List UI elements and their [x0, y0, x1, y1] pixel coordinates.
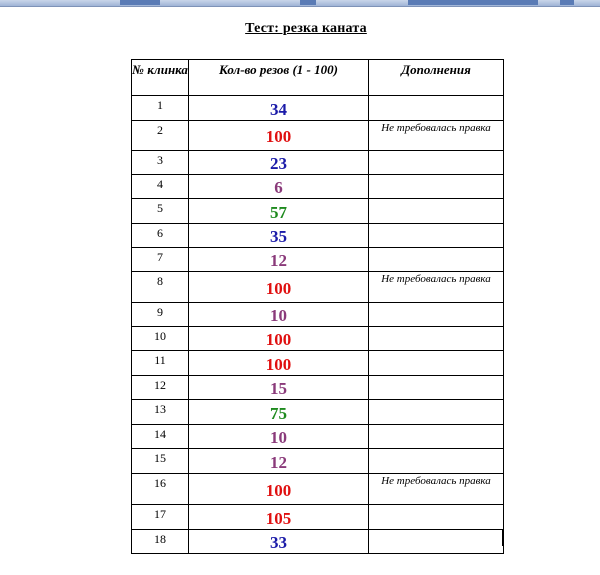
blade-number-cell: 16 — [132, 474, 189, 505]
blade-number-cell: 2 — [132, 121, 189, 151]
table-row — [132, 199, 504, 224]
toolbar-button[interactable] — [560, 0, 574, 5]
cut-count-cell: 34 — [189, 96, 369, 121]
toolbar-field[interactable] — [408, 0, 538, 5]
window-toolbar-strip — [0, 0, 600, 7]
cut-count-cell: 100 — [189, 474, 369, 505]
header-notes: Дополнения — [369, 60, 504, 96]
cut-count-cell: 75 — [189, 400, 369, 425]
blade-number-cell: 12 — [132, 376, 189, 400]
notes-cell — [369, 327, 504, 351]
table-row — [132, 248, 504, 272]
blade-number-cell: 10 — [132, 327, 189, 351]
cut-count-cell: 105 — [189, 505, 369, 530]
table-row — [132, 224, 504, 248]
table-row — [132, 121, 504, 151]
blade-number-cell: 15 — [132, 449, 189, 474]
results-table — [131, 59, 504, 554]
cut-count-cell: 35 — [189, 224, 369, 248]
table-row — [132, 272, 504, 303]
table-row — [132, 151, 504, 175]
notes-cell — [369, 151, 504, 175]
notes-cell — [369, 449, 504, 474]
blade-number-cell: 17 — [132, 505, 189, 530]
toolbar-button[interactable] — [120, 0, 160, 5]
notes-cell — [369, 351, 504, 376]
cut-count-cell: 100 — [189, 327, 369, 351]
notes-cell — [369, 400, 504, 425]
notes-cell — [369, 505, 504, 530]
notes-cell — [369, 248, 504, 272]
table-row — [132, 351, 504, 376]
cut-count-cell: 6 — [189, 175, 369, 199]
notes-cell — [369, 96, 504, 121]
notes-cell — [369, 175, 504, 199]
table-row — [132, 96, 504, 121]
table-row — [132, 505, 504, 530]
cut-count-cell: 12 — [189, 248, 369, 272]
header-cut-count: Кол-во резов (1 - 100) — [189, 60, 369, 96]
blade-number-cell: 11 — [132, 351, 189, 376]
blade-number-cell: 6 — [132, 224, 189, 248]
notes-cell: Не требовалась правка — [369, 474, 504, 505]
notes-cell — [369, 199, 504, 224]
table-row — [132, 449, 504, 474]
table-row — [132, 175, 504, 199]
table-row — [132, 400, 504, 425]
blade-number-cell: 8 — [132, 272, 189, 303]
blade-number-cell: 14 — [132, 425, 189, 449]
notes-cell: Не требовалась правка — [369, 272, 504, 303]
blade-number-cell: 7 — [132, 248, 189, 272]
cut-count-cell: 10 — [189, 425, 369, 449]
notes-cell — [369, 224, 504, 248]
notes-cell: Не требовалась правка — [369, 121, 504, 151]
table-row — [132, 425, 504, 449]
blade-number-cell: 1 — [132, 96, 189, 121]
table-body — [132, 96, 504, 554]
cut-count-cell: 100 — [189, 272, 369, 303]
cut-count-cell: 33 — [189, 530, 369, 554]
notes-cell — [369, 425, 504, 449]
blade-number-cell: 4 — [132, 175, 189, 199]
table-row — [132, 327, 504, 351]
header-blade-number: № клинка — [132, 60, 189, 96]
cut-count-cell: 57 — [189, 199, 369, 224]
table-row — [132, 474, 504, 505]
blade-number-cell: 9 — [132, 303, 189, 327]
blade-number-cell: 5 — [132, 199, 189, 224]
notes-cell — [369, 530, 504, 554]
table-header-row — [132, 60, 504, 96]
text-cursor — [502, 530, 504, 546]
cut-count-cell: 10 — [189, 303, 369, 327]
cut-count-cell: 23 — [189, 151, 369, 175]
table-row — [132, 303, 504, 327]
toolbar-button[interactable] — [300, 0, 316, 5]
table-row — [132, 530, 504, 554]
blade-number-cell: 18 — [132, 530, 189, 554]
blade-number-cell: 3 — [132, 151, 189, 175]
cut-count-cell: 100 — [189, 351, 369, 376]
cut-count-cell: 12 — [189, 449, 369, 474]
document-title: Тест: резка каната — [245, 21, 367, 36]
blade-number-cell: 13 — [132, 400, 189, 425]
table-row — [132, 376, 504, 400]
notes-cell — [369, 303, 504, 327]
cut-count-cell: 15 — [189, 376, 369, 400]
cut-count-cell: 100 — [189, 121, 369, 151]
notes-cell — [369, 376, 504, 400]
